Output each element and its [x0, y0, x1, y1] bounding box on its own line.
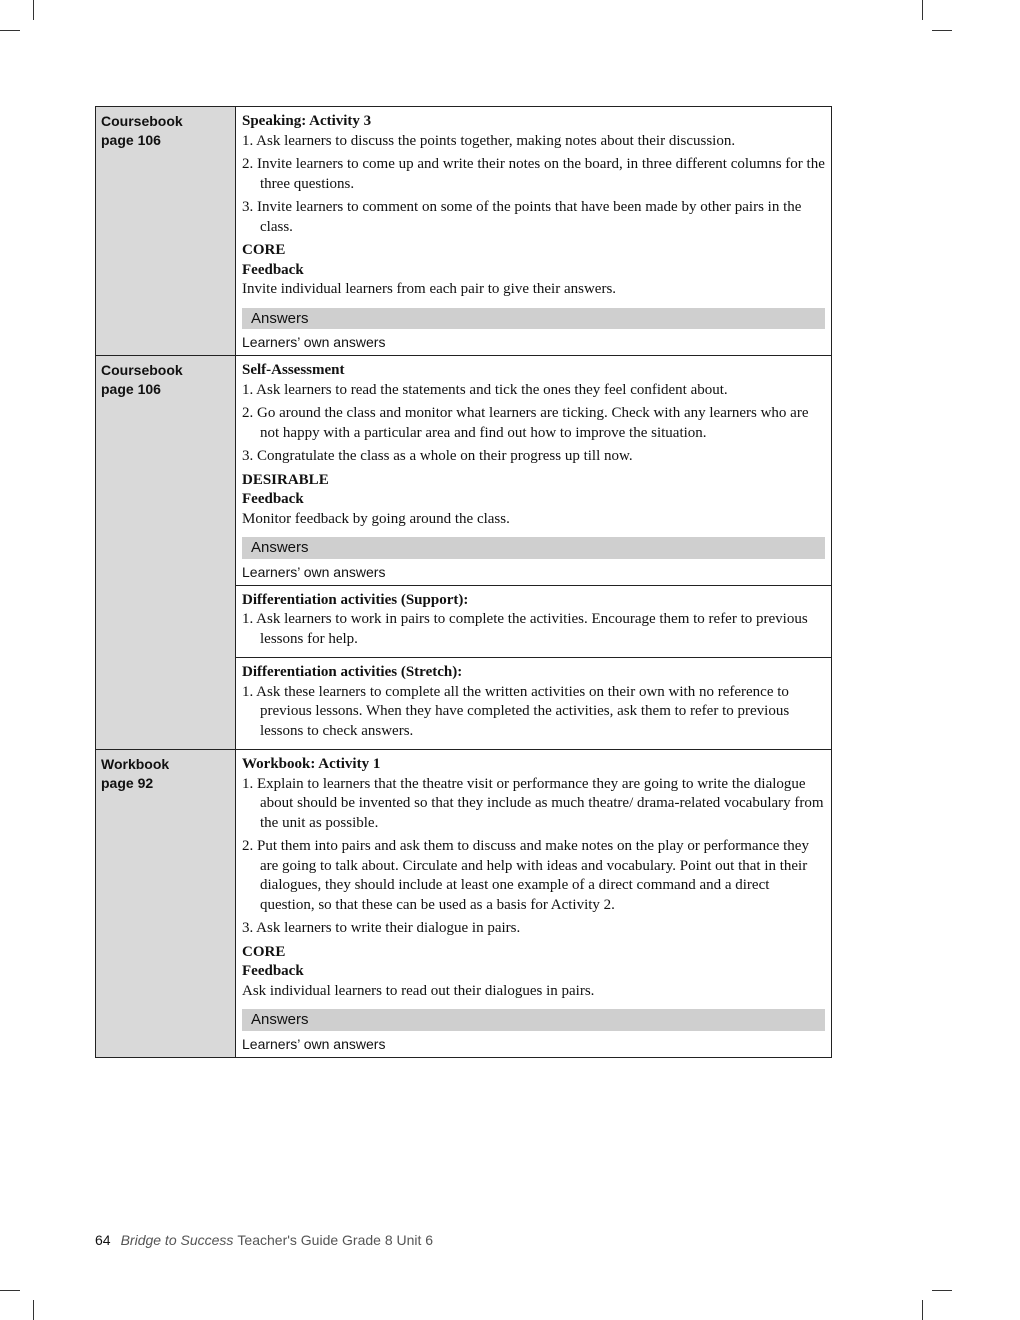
- feedback-label: Feedback: [242, 963, 304, 979]
- instruction-item: 1. Ask learners to read the statements and tick the ones they feel confident about.: [242, 381, 728, 398]
- activity-heading: Differentiation activities (Stretch):: [242, 664, 463, 680]
- feedback-text: Ask individual learners to read out their dialogues in pairs.: [242, 982, 595, 999]
- table-row: [96, 107, 831, 355]
- reference-cell: [96, 356, 236, 749]
- activity-cell: [236, 356, 831, 749]
- feedback-label: Feedback: [242, 261, 304, 278]
- level-label: CORE: [242, 943, 286, 960]
- crop-mark: [922, 0, 923, 20]
- instruction-item: 3. Ask learners to write their dialogue in pairs.: [242, 920, 521, 936]
- activity-cell: [236, 750, 831, 1057]
- instruction-item: 2. Go around the class and monitor what learners are ticking. Check with any learners who are not happy with a particular area and find out how to improve the situation.: [242, 405, 809, 441]
- level-label: DESIRABLE: [242, 471, 329, 488]
- instruction-item: 2. Invite learners to come up and write their notes on the board, in three different columns for the three questions.: [242, 156, 825, 192]
- reference-line: page 92: [101, 775, 154, 791]
- answers-header: Answers: [242, 1009, 825, 1031]
- reference-line: Coursebook: [101, 113, 183, 129]
- feedback-label: Feedback: [242, 491, 304, 507]
- instruction-item: 3. Congratulate the class as a whole on their progress up till now.: [242, 448, 633, 464]
- activity-heading: Self-Assessment: [242, 362, 345, 378]
- instruction-item: 1. Ask learners to discuss the points together, making notes about their discussion.: [242, 132, 736, 149]
- page-number: 64: [95, 1232, 111, 1248]
- answers-text: Learners’ own answers: [242, 563, 386, 580]
- level-label: CORE: [242, 242, 286, 258]
- table-row: [96, 355, 831, 749]
- crop-mark: [932, 30, 952, 31]
- feedback-text: Invite individual learners from each pair to give their answers.: [242, 281, 617, 297]
- instruction-item: 1. Ask these learners to complete all the written activities on their own with no reference to previous lessons. When they have completed the activities, ask them to refer to previous lessons to check answers.: [242, 683, 790, 739]
- page-footer: [95, 1232, 433, 1248]
- reference-line: Coursebook: [101, 362, 183, 378]
- crop-mark: [922, 1300, 923, 1320]
- instruction-item: 1. Ask learners to work in pairs to complete the activities. Encourage them to refer to previous lessons for help.: [242, 611, 808, 647]
- reference-line: Workbook: [101, 756, 170, 772]
- activity-block: [236, 657, 831, 749]
- feedback-text: Monitor feedback by going around the class.: [242, 510, 510, 527]
- crop-mark: [33, 1300, 34, 1320]
- activity-block: [236, 107, 831, 355]
- crop-mark: [932, 1290, 952, 1291]
- activity-heading: Differentiation activities (Support):: [242, 591, 469, 608]
- guide-title: Teacher's Guide Grade 8 Unit 6: [237, 1232, 434, 1248]
- activity-block: [236, 356, 831, 585]
- answers-header: Answers: [242, 308, 825, 330]
- crop-mark: [33, 0, 34, 20]
- activity-heading: Speaking: Activity 3: [242, 113, 372, 129]
- reference-cell: [96, 107, 236, 355]
- activity-heading: Workbook: Activity 1: [242, 756, 381, 772]
- instruction-item: 3. Invite learners to comment on some of the points that have been made by other pairs in the class.: [242, 199, 802, 235]
- instruction-item: 1. Explain to learners that the theatre visit or performance they are going to write the dialogue about should be invented so that they include as much theatre/ drama-related vocabulary from the unit as possible.: [242, 775, 824, 831]
- answers-text: Learners’ own answers: [242, 1035, 386, 1052]
- table-row: [96, 749, 831, 1057]
- activity-block: [236, 585, 831, 658]
- answers-header: Answers: [242, 537, 825, 559]
- reference-line: page 106: [101, 381, 161, 397]
- reference-line: page 106: [101, 132, 161, 148]
- lesson-table: [95, 106, 832, 1058]
- crop-mark: [0, 1290, 20, 1291]
- instruction-item: 2. Put them into pairs and ask them to discuss and make notes on the play or performance they are going to talk about. Circulate and help with ideas and vocabulary. Point out that in their dialogues, they should include at least one example of a direct command and a direct question, so that these can be used as a basis for Activity 2.: [242, 838, 809, 913]
- answers-text: Learners’ own answers: [242, 334, 386, 350]
- crop-mark: [0, 30, 20, 31]
- series-title: Bridge to Success: [120, 1232, 234, 1248]
- activity-block: [236, 750, 831, 1057]
- activity-cell: [236, 107, 831, 355]
- reference-cell: [96, 750, 236, 1057]
